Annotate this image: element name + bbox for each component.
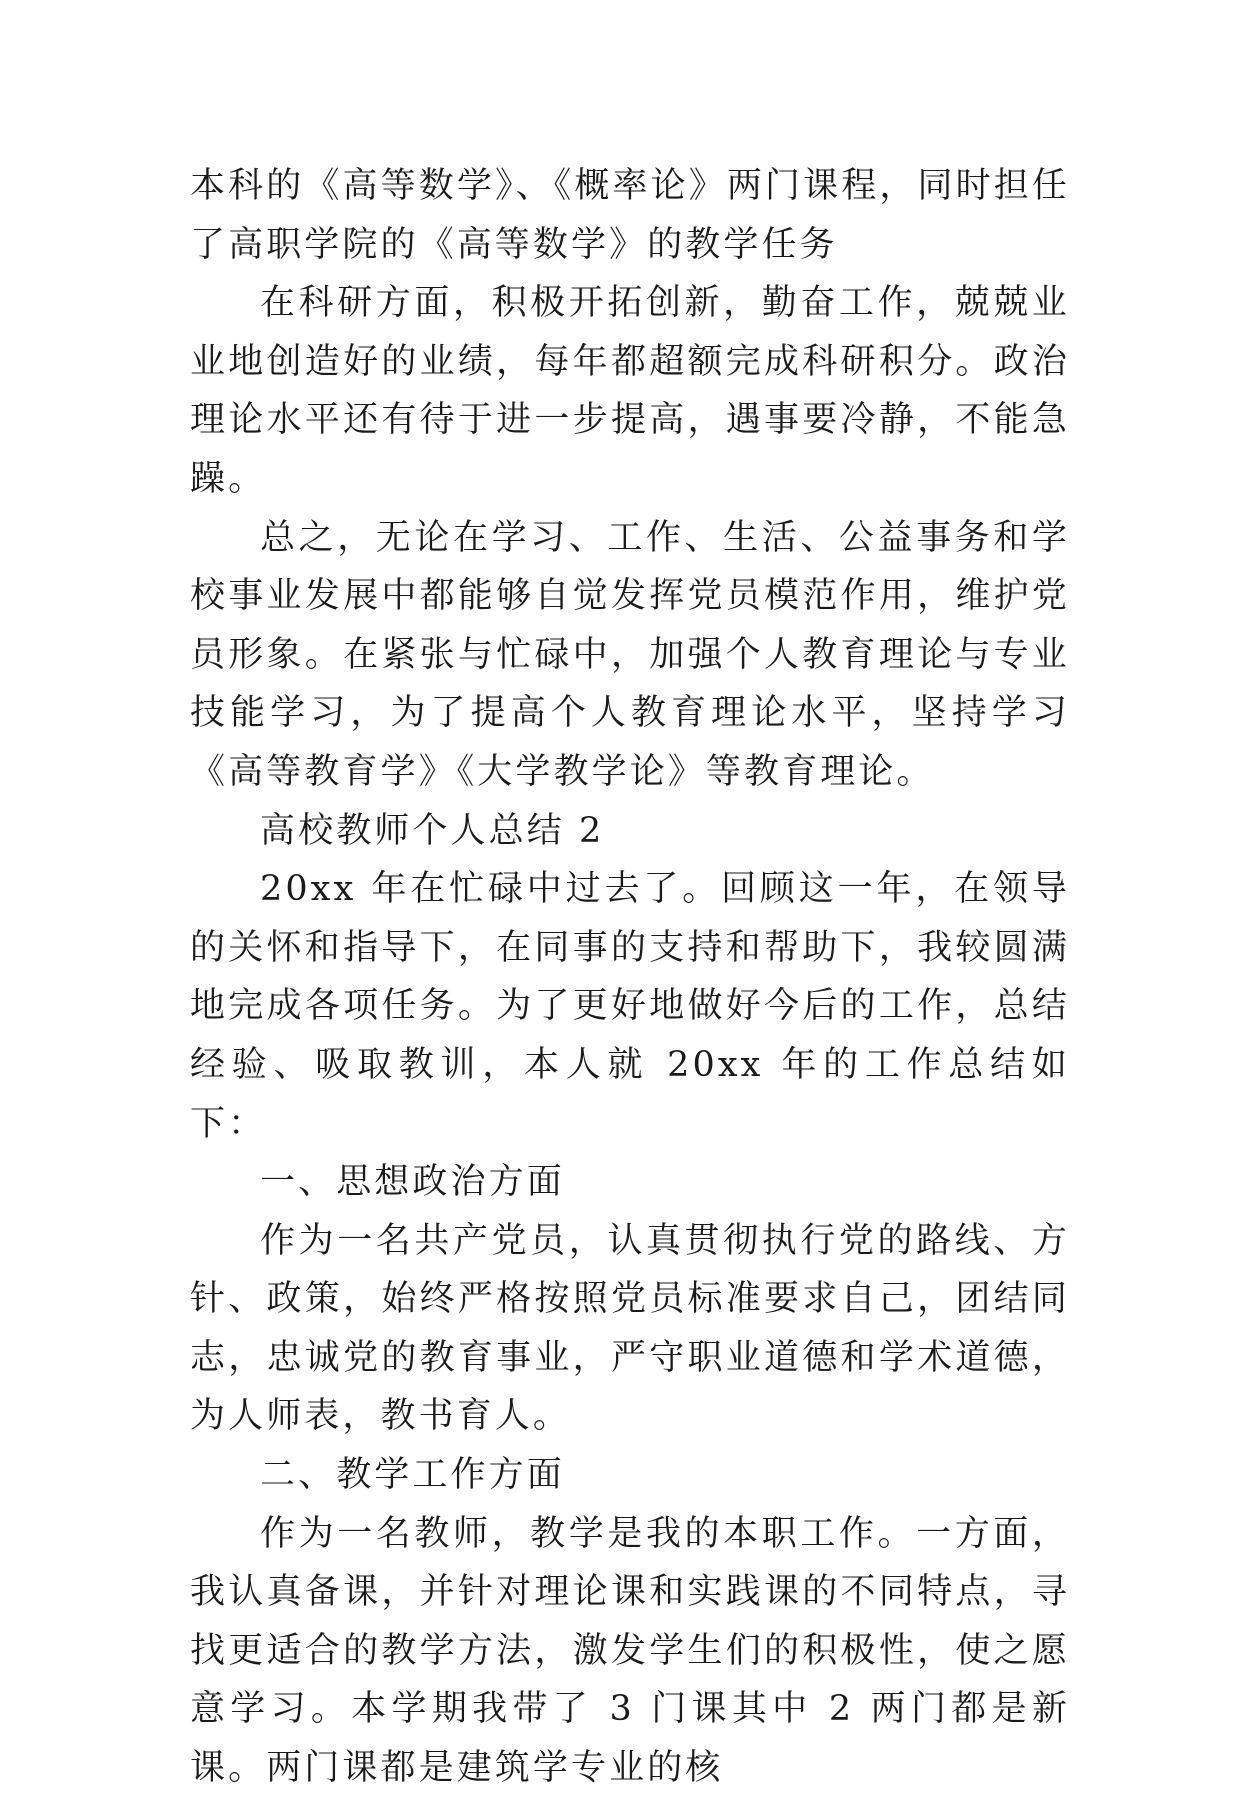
paragraph-teaching: 作为一名教师，教学是我的本职工作。一方面，我认真备课，并针对理论课和实践课的不同特点，寻找更适合的教学方法，激发学生们的积极性，使之愿意学习。本学期我带了 3 门课其中 2 两门都是新课。两门课都是建筑学专业的核 — [190, 1513, 1070, 1789]
heading-ideology-politics: 一、思想政治方面 — [260, 1162, 565, 1203]
paragraph-summary: 总之，无论在学习、工作、生活、公益事务和学校事业发展中都能够自觉发挥党员模范作用，维护党员形象。在紧张与忙碌中，加强个人教育理论与专业技能学习，为了提高个人教育理论水平，坚持学习《高等教育学》《大学教学论》等教育理论。 — [190, 517, 1070, 792]
paragraph-year-review: 20xx 年在忙碌中过去了。回顾这一年，在领导的关怀和指导下，在同事的支持和帮助下，我较圆满地完成各项任务。为了更好地做好今后的工作，总结经验、吸取教训，本人就 20xx 年的工作总结如下： — [190, 869, 1070, 1144]
section-title-summary-2: 高校教师个人总结 2 — [260, 810, 605, 851]
document-body — [190, 157, 1070, 1798]
heading-teaching-work: 二、教学工作方面 — [260, 1455, 565, 1496]
paragraph-party-member: 作为一名共产党员，认真贯彻执行党的路线、方针、政策，始终严格按照党员标准要求自己，团结同志，忠诚党的教育事业，严守职业道德和学术道德，为人师表，教书育人。 — [190, 1220, 1070, 1437]
paragraph-courses-continued: 本科的《高等数学》、《概率论》两门课程，同时担任了高职学院的《高等数学》的教学任务 — [190, 166, 1070, 265]
paragraph-research: 在科研方面，积极开拓创新，勤奋工作，兢兢业业地创造好的业绩，每年都超额完成科研积分。政治理论水平还有待于进一步提高，遇事要冷静，不能急躁。 — [190, 283, 1070, 499]
